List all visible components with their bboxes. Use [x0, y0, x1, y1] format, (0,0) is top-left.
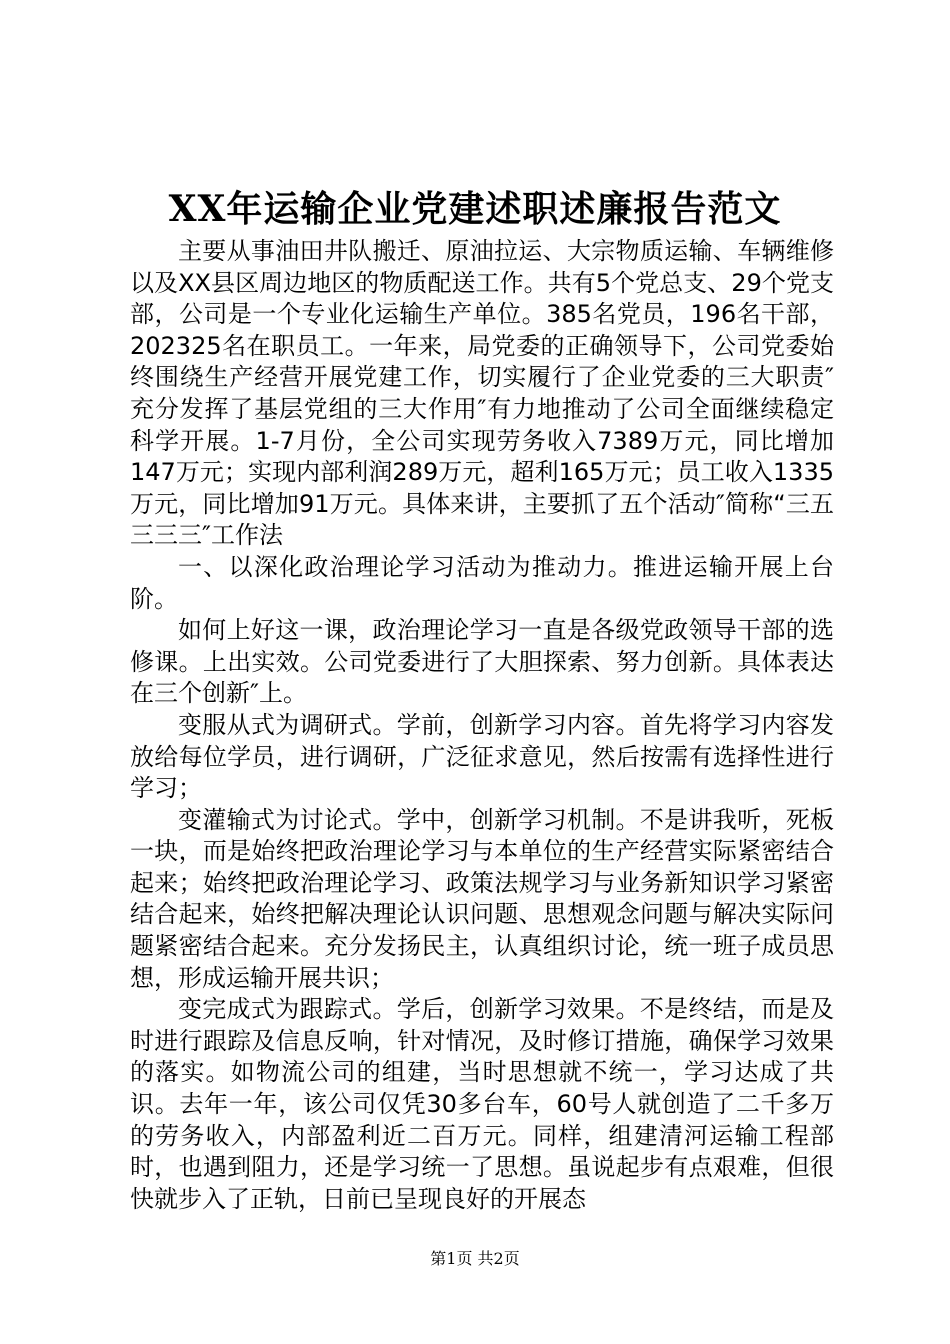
document-title: XX年运输企业党建述职述廉报告范文 — [168, 188, 782, 230]
paragraph-intro: 主要从事油田井队搬迁、原油拉运、大宗物质运输、车辆维修以及XX县区周边地区的物质配送工作。共有5个党总支、29个党支部，公司是一个专业化运输生产单位。385名党员，196名干部，202325名在职员工。一年来，局党委的正确领导下，公司党委始终围绕生产经营开展党建工作，切实履行了企业党委的三大职责″充分发挥了基层党组的三大作用″有力地推动了公司全面继续稳定科学开展。1-7月份，全公司实现劳务收入7389万元，同比增加147万元；实现内部利润289万元，超利165万元；员工收入1335万元，同比增加91万元。具体来讲，主要抓了五个活动″简称“三五三三三″工作法 — [130, 237, 834, 550]
paragraph-innovation-1: 变服从式为调研式。学前，创新学习内容。首先将学习内容发放给每位学员，进行调研，广泛征求意见，然后按需有选择性进行学习； — [130, 710, 834, 803]
paragraph-innovation-3: 变完成式为跟踪式。学后，创新学习效果。不是终结，而是及时进行跟踪及信息反响，针对情况，及时修订措施，确保学习效果的落实。如物流公司的组建，当时思想就不统一，学习达成了共识。去年一年，该公司仅凭30多台车，60号人就创造了二千多万的劳务收入，内部盈利近二百万元。同样，组建清河运输工程部时，也遇到阻力，还是学习统一了思想。虽说起步有点艰难，但很快就步入了正轨，日前已呈现良好的开展态 — [130, 995, 834, 1213]
paragraph-innovation-2: 变灌输式为讨论式。学中，创新学习机制。不是讲我听，死板一块，而是始终把政治理论学习与本单位的生产经营实际紧密结合起来；始终把政治理论学习、政策法规学习与业务新知识学习紧密结合起来，始终把解决理论认识问题、思想观念问题与解决实际问题紧密结合起来。充分发扬民主，认真组织讨论，统一班子成员思想，形成运输开展共识； — [130, 805, 834, 992]
page-footer: 第1页 共2页 — [430, 1249, 520, 1268]
paragraph-section-heading: 一、以深化政治理论学习活动为推动力。推进运输开展上台阶。 — [130, 552, 834, 613]
paragraph-study-intro: 如何上好这一课，政治理论学习一直是各级党政领导干部的选修课。上出实效。公司党委进行了大胆探索、努力创新。具体表达在三个创新″上。 — [130, 616, 834, 708]
document-body — [130, 236, 834, 1215]
